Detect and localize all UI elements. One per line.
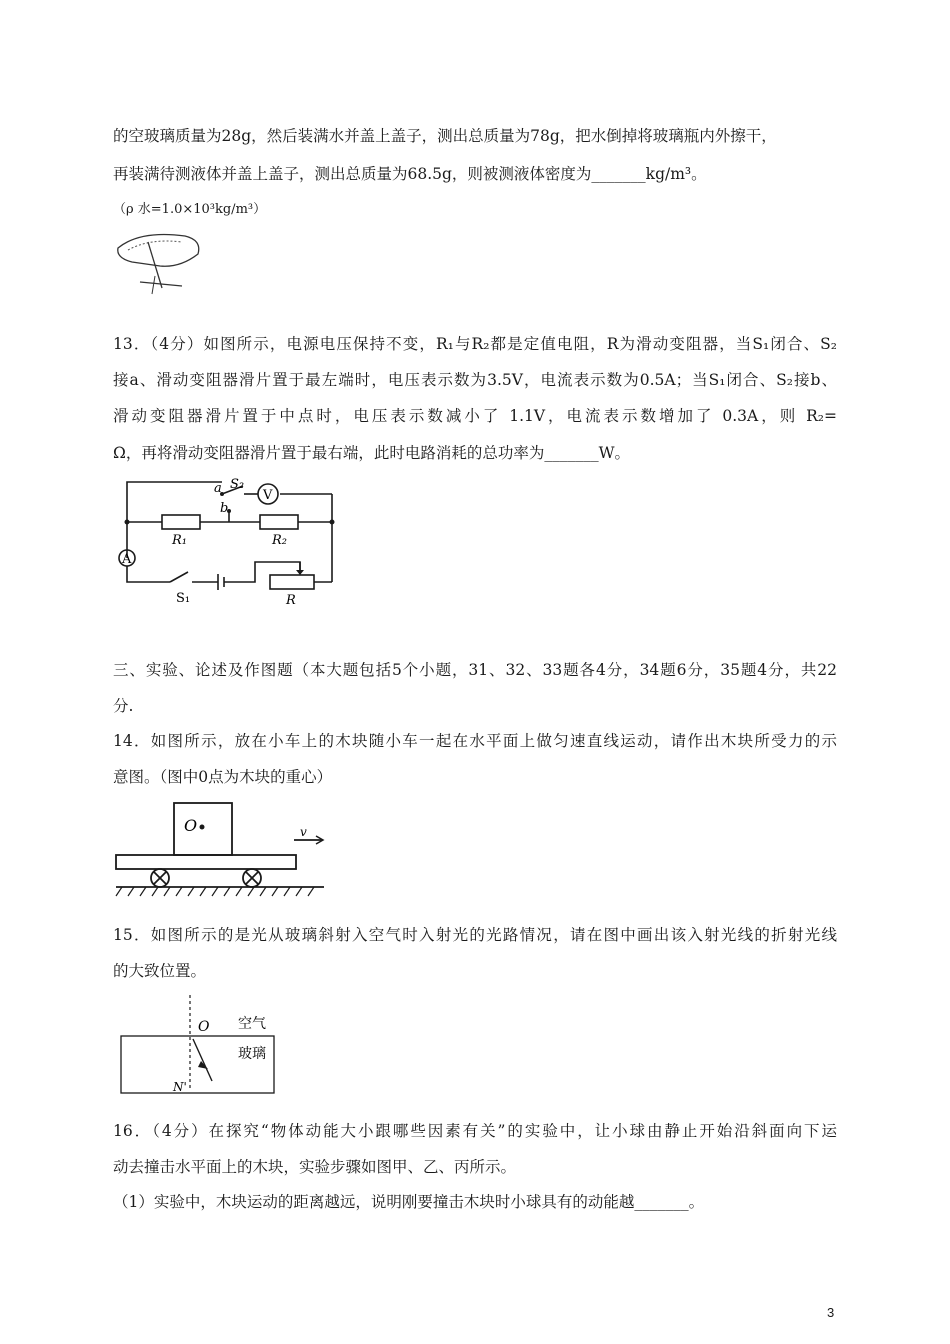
q13-line-2: 接a、滑动变阻器滑片置于最左端时，电压表示数为3.5V，电流表示数为0.5A；当S₁闭合、S₂接b、 <box>113 371 837 389</box>
label-r2: R₂ <box>272 533 287 548</box>
q13-line-4: Ω，再将滑动变阻器滑片置于最右端，此时电路消耗的总功率为_______W。 <box>113 444 631 462</box>
q16-line-2: 动去撞击水平面上的木块，实验步骤如图甲、乙、丙所示。 <box>113 1158 517 1176</box>
q14-line-2: 意图。（图中0点为木块的重心） <box>113 768 333 786</box>
q16-line-1: 16．（4分）在探究“物体动能大小跟哪些因素有关”的实验中，让小球由静止开始沿斜面向下运 <box>113 1122 837 1140</box>
text-line-2: 再装满待测液体并盖上盖子，测出总质量为68.5g，则被测液体密度为_______kg/m³。 <box>113 165 707 183</box>
label-r1: R₁ <box>172 533 187 548</box>
scale-figure <box>110 228 205 300</box>
label-r: R <box>286 593 296 608</box>
label-glass: 玻璃 <box>238 1046 266 1062</box>
ammeter-label: A <box>122 552 132 567</box>
label-o: O <box>198 1019 210 1035</box>
q13-line-3: 滑动变阻器滑片置于中点时，电压表示数减小了 1.1V，电流表示数增加了 0.3A，则 R₂= <box>113 407 837 425</box>
voltmeter-label: V <box>263 488 273 503</box>
text-line-3: （ρ 水=1.0×10³kg/m³） <box>113 202 267 217</box>
label-s1: S₁ <box>176 591 191 606</box>
q13-line-1: 13．（4分）如图所示，电源电压保持不变，R₁与R₂都是定值电阻，R为滑动变阻器，当S₁闭合、S₂ <box>113 335 837 353</box>
circuit-diagram <box>110 474 345 610</box>
label-v: v <box>300 825 307 839</box>
label-s2: S₂ <box>230 477 245 492</box>
q14-line-1: 14．如图所示，放在小车上的木块随小车一起在水平面上做匀速直线运动，请作出木块所受力的示 <box>113 732 837 750</box>
label-a: a <box>214 481 222 496</box>
section3-line-2: 分. <box>113 697 134 715</box>
page-number: 3 <box>827 1305 835 1320</box>
section3-line-1: 三、实验、论述及作图题（本大题包括5个小题，31、32、33题各4分，34题6分，35题4分，共22 <box>113 661 837 679</box>
label-b: b <box>220 501 229 516</box>
cart-figure <box>112 800 332 905</box>
q16-line-3: （1）实验中，木块运动的距离越远，说明刚要撞击木块时小球具有的动能越_______。 <box>113 1193 705 1211</box>
label-o: O <box>184 816 198 835</box>
optics-figure <box>118 995 278 1097</box>
q15-line-2: 的大致位置。 <box>113 962 207 980</box>
label-air: 空气 <box>238 1016 266 1032</box>
label-n: N' <box>173 1080 187 1094</box>
q15-line-1: 15．如图所示的是光从玻璃斜射入空气时入射光的光路情况，请在图中画出该入射光线的折射光线 <box>113 926 837 944</box>
text-line-1: 的空玻璃质量为28g，然后装满水并盖上盖子，测出总质量为78g，把水倒掉将玻璃瓶内外擦干， <box>113 127 777 145</box>
